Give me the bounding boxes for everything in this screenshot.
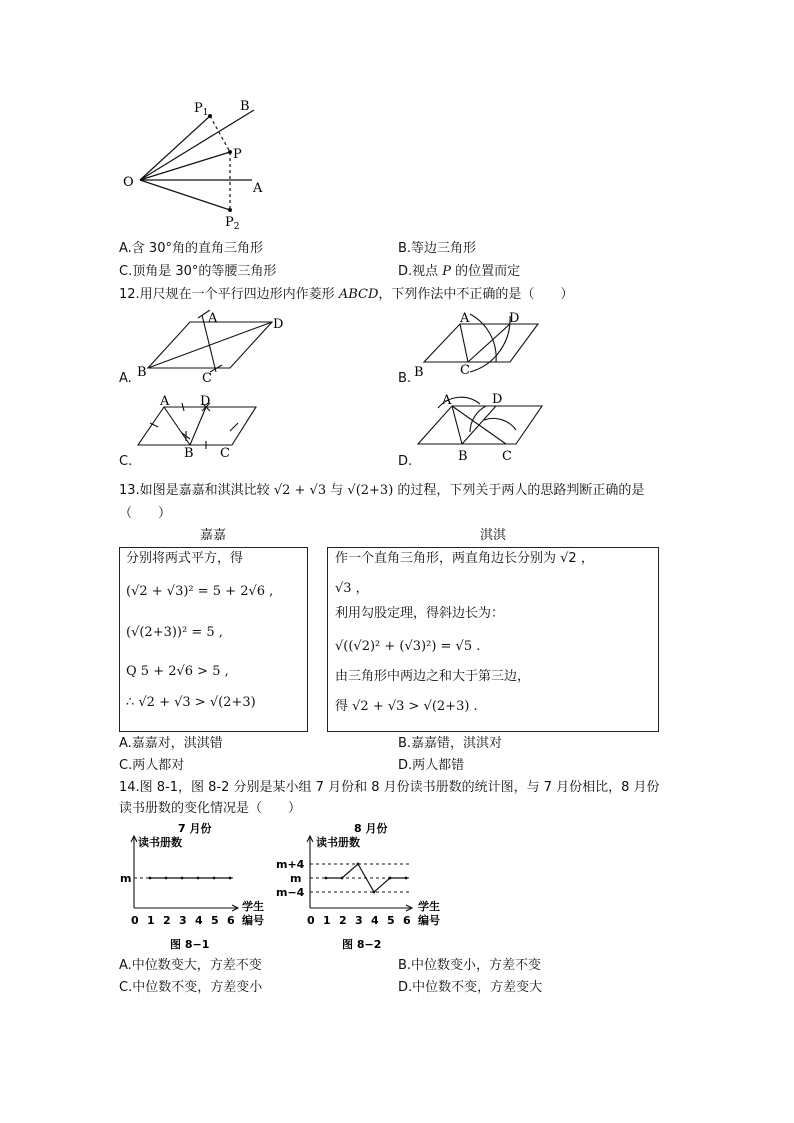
q13-right-line: 得 √2 + √3 > √(2+3) . [335, 699, 478, 714]
label-a: A [253, 181, 263, 196]
label-o: O [123, 175, 134, 190]
y-tick-label: m [120, 872, 132, 885]
svg-text:D: D [273, 317, 284, 332]
q11-figure [112, 92, 282, 232]
svg-text:B: B [137, 365, 147, 380]
x-tick-label: 2 [163, 914, 171, 927]
svg-text:D: D [492, 392, 503, 407]
ray-op1 [140, 116, 210, 180]
q13-left-line: (√(2+3))² = 5 , [126, 625, 223, 640]
q12-figure-b [410, 310, 550, 380]
chart-8-1 [118, 820, 278, 956]
x-axis-label-top: 学生 [242, 900, 264, 913]
ray-op2 [140, 180, 230, 210]
x-tick-label: 3 [179, 914, 187, 927]
data-point [181, 877, 184, 880]
x-tick-label: 3 [355, 914, 363, 927]
data-point [165, 877, 168, 880]
svg-text:C: C [502, 449, 512, 462]
q11-option-b: B.等边三角形 [398, 241, 477, 256]
q12-option-c-label: C. [119, 454, 133, 469]
x-tick-label: 1 [147, 914, 155, 927]
svg-text:A: A [442, 393, 452, 408]
q13-stem: 13.如图是嘉嘉和淇淇比较 √2 + √3 与 √(2+3) 的过程，下列关于两人的思路判断正确的是 [119, 483, 645, 498]
label-p: P [233, 147, 242, 162]
x-tick-label: 5 [211, 914, 219, 927]
q14-option-c: C.中位数不变，方差变小 [119, 980, 263, 995]
svg-text:A: A [208, 311, 218, 326]
svg-text:A: A [460, 311, 470, 326]
q13-option-a: A.嘉嘉对，淇淇错 [119, 736, 223, 751]
svg-text:B: B [184, 446, 194, 459]
x-axis-label-bottom: 编号 [242, 914, 264, 927]
x-tick-label: 5 [387, 914, 395, 927]
x-tick-label: 4 [195, 914, 203, 927]
svg-text:C: C [202, 371, 212, 386]
svg-text:B: B [414, 365, 424, 380]
y-tick-label: m+4 [276, 858, 305, 871]
q13-right-line: 利用勾股定理，得斜边长为： [335, 606, 505, 621]
q14-stem-line1: 14.图 8-1，图 8-2 分别是某小组 7 月份和 8 月份读书册数的统计图，与 7 月份相比，8 月份 [119, 780, 660, 795]
q14-stem-line2: 读书册数的变化情况是（ ） [119, 801, 302, 816]
q13-left-line: (√2 + √3)² = 5 + 2√6 , [126, 584, 274, 599]
q12-figure-c [130, 393, 270, 459]
svg-text:A: A [160, 394, 170, 409]
x-tick-label: 0 [307, 914, 315, 927]
x-tick-label: 1 [323, 914, 331, 927]
svg-text:D: D [200, 394, 211, 409]
q12-figure-d [410, 390, 550, 462]
q12-option-d-label: D. [398, 454, 413, 469]
q12-figure-a [130, 310, 300, 386]
q14-option-a: A.中位数变大，方差不变 [119, 958, 262, 973]
svg-text:D: D [509, 311, 520, 326]
dashed-p1-p [210, 116, 230, 152]
series-line [326, 864, 406, 892]
x-axis-label-bottom: 编号 [418, 914, 440, 927]
data-point [213, 877, 216, 880]
q13-right-line: √3 ， [335, 581, 369, 596]
y-tick-label: m [290, 872, 302, 885]
q12-option-b-label: B. [398, 371, 412, 386]
q12-stem: 12.用尺规在一个平行四边形内作菱形 ABCD，下列作法中不正确的是（ ） [119, 287, 574, 302]
ray-op [140, 152, 230, 180]
q13-left-title: 嘉嘉 [200, 528, 227, 543]
chart-title: 7 月份 [178, 822, 212, 835]
y-tick-label: m−4 [276, 886, 305, 899]
y-axis-label: 读书册数 [316, 836, 360, 849]
q12-option-a-label: A. [119, 371, 132, 386]
ray-ob [140, 110, 254, 180]
x-tick-label: 0 [131, 914, 139, 927]
x-tick-label: 6 [227, 914, 235, 927]
chart-caption: 图 8−1 [170, 938, 210, 951]
chart-8-2 [272, 820, 444, 956]
q13-right-title: 淇淇 [480, 528, 507, 543]
x-axis-label-top: 学生 [418, 900, 440, 913]
q13-right-line: 作一个直角三角形，两直角边长分别为 √2 ， [335, 551, 594, 566]
label-p1: $P_1$ [194, 101, 209, 118]
q13-option-c: C.两人都对 [119, 758, 185, 773]
x-tick-label: 4 [371, 914, 379, 927]
q13-right-line: 由三角形中两边之和大于第三边， [335, 669, 531, 684]
data-point [229, 877, 232, 880]
svg-text:C: C [220, 446, 230, 459]
q13-left-line: 分别将两式平方，得 [126, 551, 244, 566]
svg-text:C: C [460, 363, 470, 378]
q13-option-b: B.嘉嘉错，淇淇对 [398, 736, 503, 751]
x-tick-label: 2 [339, 914, 347, 927]
q11-option-d: D.视点 P 的位置而定 [398, 264, 521, 279]
q13-left-line: Q 5 + 2√6 > 5 , [126, 664, 229, 679]
label-p2: $P_2$ [225, 215, 240, 232]
chart-title: 8 月份 [354, 822, 388, 835]
q14-option-d: D.中位数不变，方差变大 [398, 980, 543, 995]
chart-caption: 图 8−2 [342, 938, 382, 951]
svg-text:B: B [458, 449, 468, 462]
q13-right-line: √((√2)² + (√3)²) = √5 . [335, 639, 481, 654]
data-point [373, 891, 376, 894]
q13-option-d: D.两人都错 [398, 758, 465, 773]
y-axis-label: 读书册数 [138, 836, 182, 849]
q11-option-a: A.含 30°角的直角三角形 [119, 241, 263, 256]
q14-option-b: B.中位数变小，方差不变 [398, 958, 542, 973]
data-point [405, 877, 408, 880]
q13-stem-paren: （ ） [119, 506, 172, 521]
q13-left-line: ∴ √2 + √3 > √(2+3) [126, 695, 256, 710]
data-point [325, 877, 328, 880]
q11-option-c: C.顶角是 30°的等腰三角形 [119, 264, 277, 279]
label-b: B [240, 99, 250, 114]
data-point [149, 877, 152, 880]
x-tick-label: 6 [403, 914, 411, 927]
data-point [357, 863, 360, 866]
data-point [389, 877, 392, 880]
data-point [197, 877, 200, 880]
data-point [341, 877, 344, 880]
